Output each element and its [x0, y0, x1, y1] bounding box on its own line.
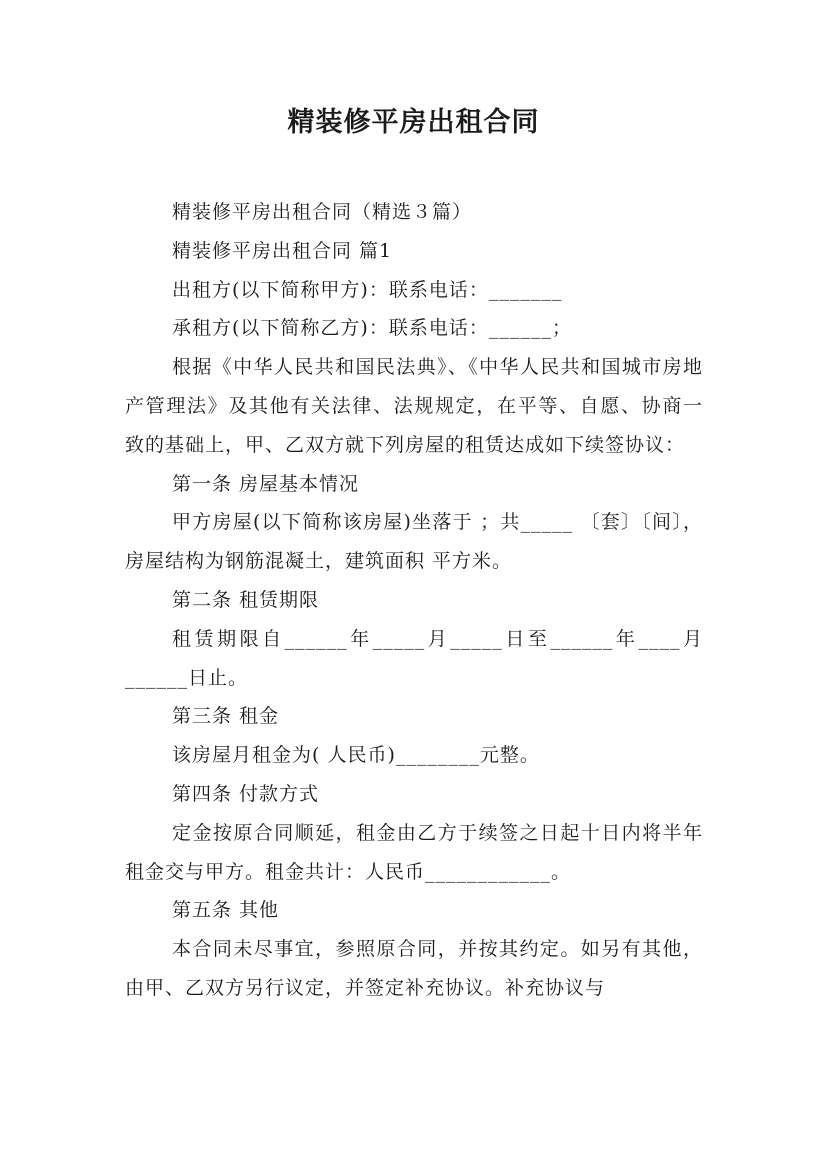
article-5-body: 本合同未尽事宜，参照原合同，并按其约定。如另有其他，由甲、乙双方另行议定，并签定补充协议。补充协议与 — [125, 938, 703, 999]
article-3-body: 该房屋月租金为( 人民币)________元整。 — [172, 744, 540, 767]
article-1-body: 甲方房屋(以下简称该房屋)坐落于 ；共_____ 〔套〕〔间〕，房屋结构为钢筋混凝土，建筑面积 平方米。 — [125, 511, 703, 573]
paragraph-preamble: 根据《中华人民共和国民法典》、《中华人民共和国城市房地产管理法》及其他有关法律、法规规定，在平等、自愿、协商一致的基础上，甲、乙双方就下列房屋的租赁达成如下续签协议： — [125, 356, 703, 456]
paragraph-subtitle: 精装修平房出租合同（精选３篇） — [172, 201, 473, 223]
paragraph-lessor: 出租方(以下简称甲方)：联系电话：_______ — [172, 278, 563, 301]
article-4-heading: 第四条 付款方式 — [172, 782, 320, 805]
document-title: 精装修平房出租合同 — [287, 107, 540, 138]
article-5-heading: 第五条 其他 — [172, 899, 280, 922]
article-4-body: 定金按原合同顺延，租金由乙方于续签之日起十日内将半年租金交与甲方。租金共计：人民币____________。 — [125, 821, 703, 883]
article-2-body: 租赁期限自______年_____月_____日至______年____月______日止。 — [125, 627, 703, 689]
paragraph-lessee: 承租方(以下简称乙方)：联系电话：______； — [172, 317, 572, 340]
document-body — [125, 193, 703, 1008]
paragraph-section-heading: 精装修平房出租合同 篇1 — [172, 239, 393, 262]
article-2-heading: 第二条 租赁期限 — [172, 588, 320, 611]
article-3-heading: 第三条 租金 — [172, 705, 280, 728]
article-1-heading: 第一条 房屋基本情况 — [172, 472, 360, 495]
